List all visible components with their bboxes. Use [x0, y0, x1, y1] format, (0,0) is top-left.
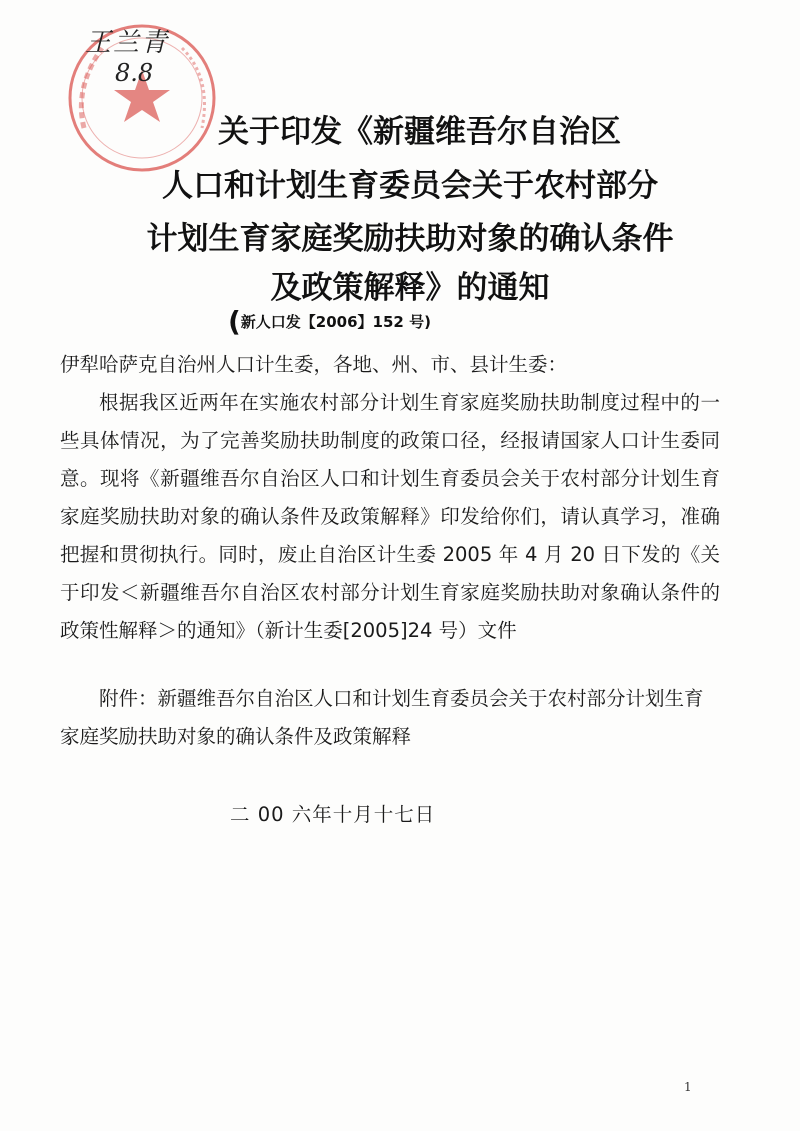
issue-date: 二 00 六年十月十七日 [230, 803, 436, 826]
page-number: 1 [684, 1080, 692, 1094]
title-line-4: 及政策解释》的通知 [270, 270, 550, 306]
document-number [228, 305, 431, 338]
body-paragraph: 根据我区近两年在实施农村部分计划生育家庭奖励扶助制度过程中的一些具体情况，为了完善奖励扶助制度的政策口径，经报请国家人口计生委同意。现将《新疆维吾尔自治区人口和计划生育委员会关于农村部分计划生育家庭奖励扶助对象的确认条件及政策解释》印发给你们，请认真学习，准确把握和贯彻执行。同时，废止自治区计生委 2005 年 4 月 20 日下发的《关于印发＜新疆维吾尔自治区农村部分计划生育家庭奖励扶助对象确认条件的政策性解释＞的通知》（新计生委[2005]24 号）文件 [60, 391, 720, 642]
handwritten-annotation [85, 28, 169, 88]
title-line-3: 计划生育家庭奖励扶助对象的确认条件 [146, 221, 674, 257]
document-number-open-paren: ( [228, 305, 241, 338]
document-number-text: 新人口发【2006】152 号) [240, 313, 431, 331]
salutation: 伊犁哈萨克自治州人口计生委，各地、州、市、县计生委： [60, 353, 568, 376]
attachment-note: 附件：新疆维吾尔自治区人口和计划生育委员会关于农村部分计划生育家庭奖励扶助对象的确认条件及政策解释 [60, 687, 704, 748]
title-line-2: 人口和计划生育委员会关于农村部分 [162, 168, 658, 204]
handwritten-name: 王兰青 [85, 28, 170, 58]
handwritten-date: 8.8 [115, 59, 154, 88]
title-line-1: 关于印发《新疆维吾尔自治区 [218, 114, 621, 150]
